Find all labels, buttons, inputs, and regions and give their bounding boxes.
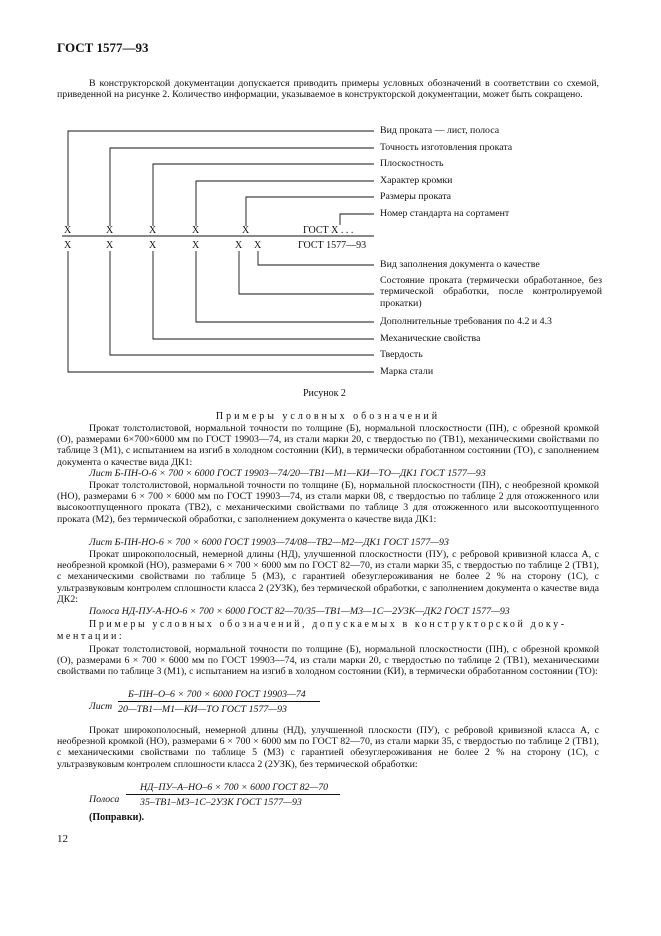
scheme-x: X: [242, 225, 250, 236]
scheme-label-flatness: Плоскостность: [380, 158, 444, 169]
page-number: 12: [57, 833, 68, 845]
scheme-x: X: [64, 225, 72, 236]
scheme-x: X: [192, 225, 200, 236]
page-header: ГОСТ 1577—93: [57, 40, 149, 55]
bracket-bottom-1: [258, 251, 374, 265]
scheme-x: X: [149, 225, 157, 236]
scheme-x: X: [254, 240, 262, 251]
scheme-label-condition: Состояние проката (термически обработанное, без термической обработки, после контролируемой прокатки): [380, 275, 602, 309]
fraction-prefix: Лист: [89, 701, 113, 712]
bracket-bottom-2: [239, 251, 374, 294]
bracket-top-2: [110, 148, 374, 226]
fraction-denominator: 35–ТВ1–М3–1С–2УЗК ГОСТ 1577—93: [140, 797, 302, 808]
section-heading-examples: Примеры условных обозначений: [215, 411, 441, 422]
scheme-x: X: [235, 240, 243, 251]
scheme-x: X: [149, 240, 157, 251]
bracket-top-4: [196, 181, 374, 226]
example-code: Лист Б-ПН-О-6 × 700 × 6000 ГОСТ 19903—74/20—ТВ1—М1—КИ—ТО—ДК1 ГОСТ 1577—93: [89, 468, 486, 479]
scheme-gost-placeholder: ГОСТ X . . .: [303, 225, 354, 236]
example-paragraph: Прокат толстолистовой, нормальной точности по толщине (Б), нормальной плоскостности (ПН), с обрезной кромкой (О), размерами 6×700×6000 мм по ГОСТ 19903—74, из стали марки 20, с твердостью по (ТВ1), механическими свойствами по таблице 3 (М1), с испытанием на изгиб в холодном состоянии (КИ), в термически обработанном состоянии (ТО), с заполнением документа о качестве вида ДК1:: [57, 423, 599, 468]
example-paragraph: Прокат толстолистовой, нормальной точности по толщине (Б), нормальной плоскостности (ПН), с обрезной кромкой (О), размерами 6 × 700 × 6000 мм по ГОСТ 19903—74, из стали марки 20, с твердостью по таблице 2 (ТВ1), механическими свойствами по таблице 3 (М1), с испытанием на изгиб в холодном состоянии (КИ), в термически обработанном состоянии (ТО):: [57, 644, 599, 678]
example-code: Полоса НД-ПУ-А-НО-6 × 700 × 6000 ГОСТ 82—70/35—ТВ1—М3—1С—2УЗК—ДК2 ГОСТ 1577—93: [89, 606, 510, 617]
fraction-prefix: Полоса: [89, 794, 120, 805]
scheme-label-hardness: Твердость: [380, 349, 423, 360]
scheme-label-standard: Номер стандарта на сортамент: [380, 208, 510, 219]
fraction-denominator: 20—ТВ1—М1—КИ—ТО ГОСТ 1577—93: [118, 704, 287, 715]
scheme-gost-number: ГОСТ 1577—93: [298, 240, 367, 251]
intro-paragraph: В конструкторской документации допускается приводить примеры условных обозначений в соответствии со схемой, приведенной на рисунке 2. Количество информации, указываемое в конструкторской документации, может быть сокращено.: [57, 78, 599, 101]
amendments-note: (Поправки).: [89, 812, 145, 823]
example-paragraph: Прокат широкополосный, немерной длины (НД), улучшенной плоскостности (ПУ), с ребровой кривизной класса А, с необрезной кромкой (НО), размерами 6 × 700 × 6000 мм по ГОСТ 82—70, из стали марки 35, с твердостью по таблице 2 (ТВ1), с механическими свойствами по таблице 5 (М3), с гарантией обезуглероживания не более 2 % на сторону (1С), с ультразвуковым контролем сплошности класса 2 (2УЗК), без термической обработки, с заполнением документа о качестве вида ДК2:: [57, 549, 599, 605]
bracket-bottom-4: [153, 251, 374, 339]
scheme-x: X: [192, 240, 200, 251]
scheme-label-additional: Дополнительные требования по 4.2 и 4.3: [380, 316, 552, 327]
scheme-label-doc-type: Вид заполнения документа о качестве: [380, 259, 540, 270]
scheme-label-edge: Характер кромки: [380, 175, 453, 186]
example-paragraph: Прокат широкополосный, немерной длины (НД), улучшенной плоскости (ПУ), с ребровой кривизной класса А, с необрезной кромкой (НО), размерами 6 × 700 × 6000 мм по ГОСТ 82—70, из стали марки 35, с твердостью по таблице 2 (ТВ1), с механическими свойствами по таблице 5 (М3) с гарантией обезуглероживания не более 2 % на сторону (1С), с ультразвуковым контролем сплошности класса 2 (2УЗК), без термической обработки:: [57, 725, 599, 770]
scheme-label-steel-grade: Марка стали: [380, 366, 434, 377]
fraction-numerator: Б–ПН–О–6 × 700 × 6000 ГОСТ 19903—74: [128, 689, 306, 700]
scheme-label-product-type: Вид проката — лист, полоса: [380, 125, 500, 136]
fraction-bar: [126, 794, 340, 795]
example-paragraph: Прокат толстолистовой, нормальной точности по толщине (Б), нормальной плоскостности (ПН), с необрезной кромкой (НО), размерами 6 × 700 × 6000 мм по ГОСТ 19903—74, из стали марки 08, с твердостью по таблице 2 для отожженного или высокоотпущенного проката (ТВ2), с механическими свойствами по таблице 3 для отожженного или высокоотпущенного проката (М2), без термической обработки, с заполнением документа о качестве вида ДК1:: [57, 480, 599, 525]
example-code: Лист Б-ПН-НО-6 × 700 × 6000 ГОСТ 19903—74/08—ТВ2—М2—ДК1 ГОСТ 1577—93: [89, 537, 449, 548]
figure-caption: Рисунок 2: [303, 388, 346, 399]
fraction-bar: [118, 701, 320, 702]
scheme-x: X: [64, 240, 72, 251]
scheme-x: X: [106, 240, 114, 251]
scheme-label-dimensions: Размеры проката: [380, 191, 452, 202]
scheme-label-accuracy: Точность изготовления проката: [380, 142, 513, 153]
scheme-x: X: [106, 225, 114, 236]
bracket-top-1: [68, 131, 374, 226]
bracket-top-3: [153, 164, 374, 226]
scheme-label-mechanical: Механические свойства: [380, 333, 481, 344]
fraction-numerator: НД–ПУ–А–НО–6 × 700 × 6000 ГОСТ 82—70: [140, 782, 329, 793]
bracket-bottom-6: [68, 251, 374, 372]
bracket-top-6: [340, 214, 374, 225]
section-heading-design-docs: Примеры условных обозначений, допускаемых в конструкторской доку-: [89, 619, 567, 630]
bracket-top-5: [246, 197, 374, 226]
section-heading-design-docs-cont: ментации:: [57, 631, 125, 642]
bracket-bottom-3: [196, 251, 374, 322]
scheme-diagram: [0, 0, 661, 400]
